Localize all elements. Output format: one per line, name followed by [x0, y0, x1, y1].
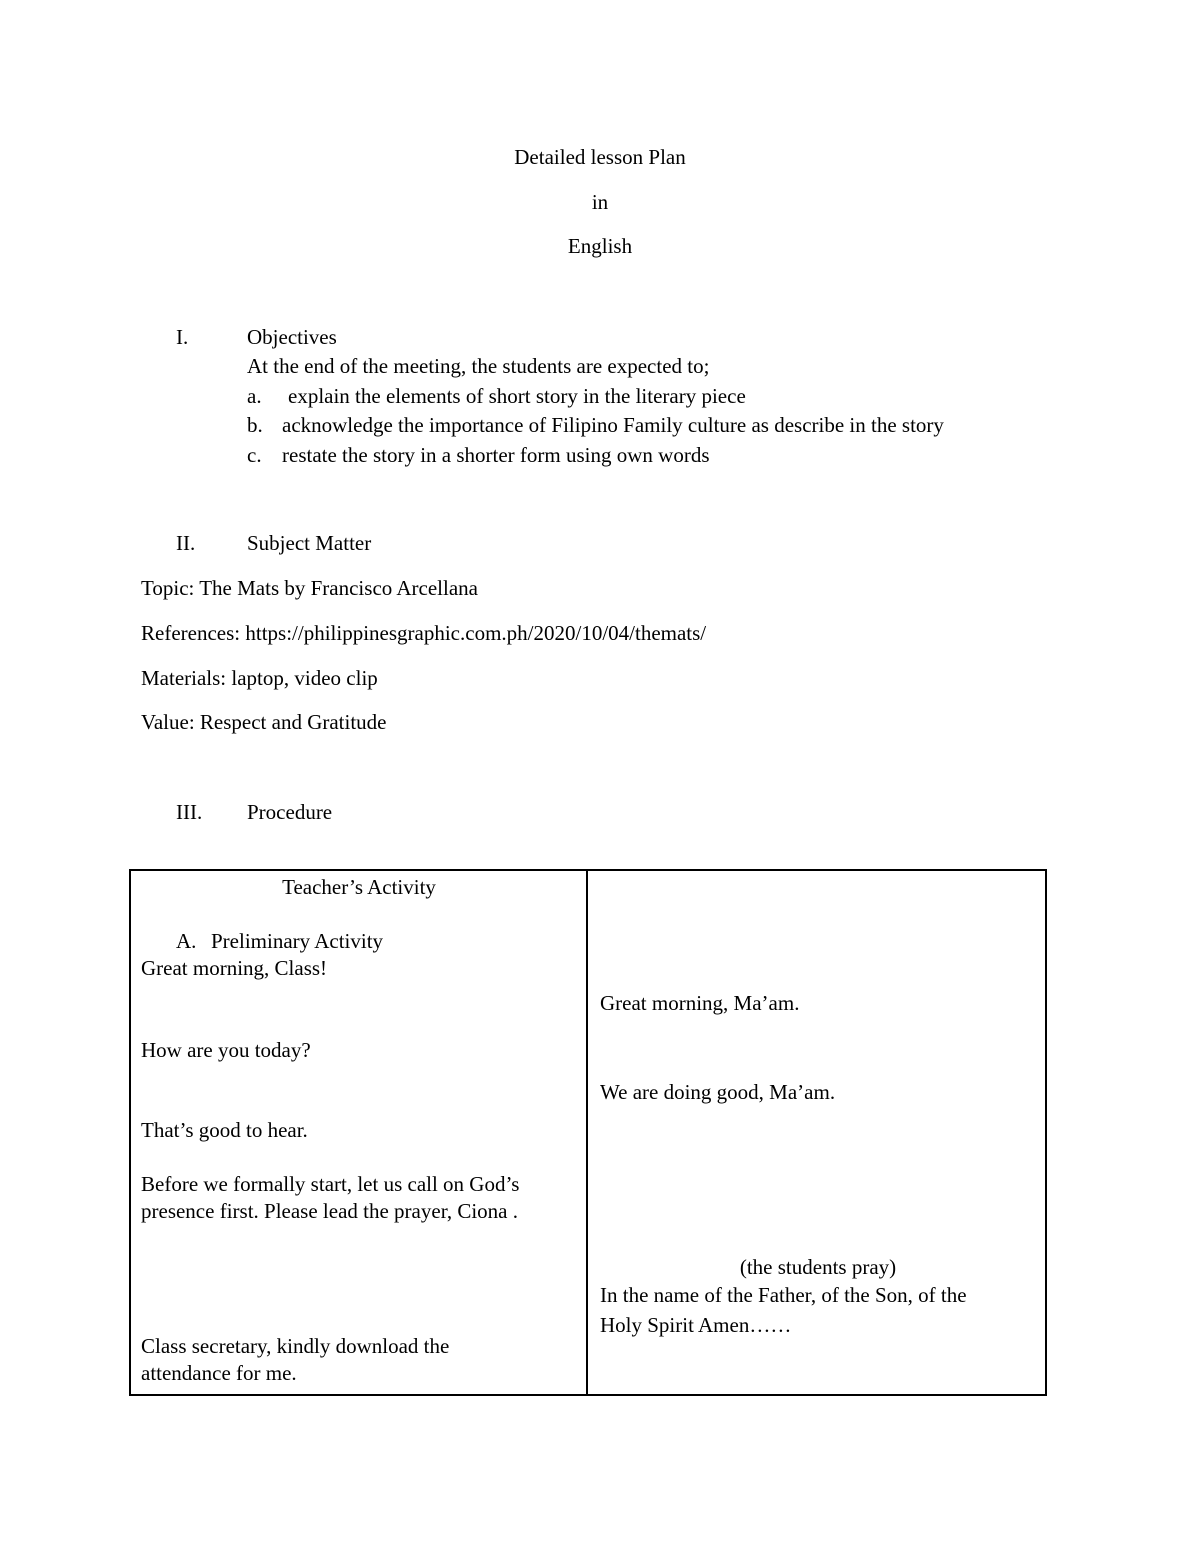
objective-item-b: acknowledge the importance of Filipino Family culture as describe in the story [282, 413, 944, 437]
objective-marker-b: b. [247, 413, 263, 437]
subject-matter-heading: Subject Matter [247, 531, 372, 555]
objectives-intro: At the end of the meeting, the students are expected to; [247, 354, 710, 378]
teacher-good-to-hear: That’s good to hear. [141, 1118, 308, 1142]
objective-item-a: explain the elements of short story in the literary piece [288, 384, 746, 408]
teacher-activity-header: Teacher’s Activity [282, 875, 436, 899]
teacher-greeting: Great morning, Class! [141, 956, 328, 980]
page-title-subject: English [567, 234, 633, 258]
student-prayer-line2: Holy Spirit Amen…… [600, 1313, 792, 1337]
student-prayer-line1: In the name of the Father, of the Son, of the [600, 1283, 967, 1307]
objectives-numeral: I. [176, 325, 189, 349]
student-doing-good: We are doing good, Ma’am. [600, 1080, 836, 1104]
objective-item-c: restate the story in a shorter form using own words [282, 443, 710, 467]
section-title: Preliminary Activity [211, 929, 384, 953]
topic-line: Topic: The Mats by Francisco Arcellana [141, 576, 478, 600]
procedure-numeral: III. [176, 800, 203, 824]
teacher-how-are-you: How are you today? [141, 1038, 311, 1062]
student-greeting-reply: Great morning, Ma’am. [600, 991, 800, 1015]
objective-marker-c: c. [247, 443, 262, 467]
subject-matter-numeral: II. [176, 531, 196, 555]
references-line: References: https://philippinesgraphic.com.ph/2020/10/04/themats/ [141, 621, 707, 645]
teacher-attendance-line1: Class secretary, kindly download the [141, 1334, 450, 1358]
objective-marker-a: a. [247, 384, 262, 408]
section-marker: A. [176, 929, 197, 953]
page-title-in: in [591, 190, 609, 214]
teacher-attendance-line2: attendance for me. [141, 1361, 297, 1385]
procedure-heading: Procedure [247, 800, 333, 824]
teacher-prayer-line2: presence first. Please lead the prayer, Ciona . [141, 1199, 519, 1223]
page-title: Detailed lesson Plan [514, 145, 686, 169]
student-pray-note: (the students pray) [739, 1255, 897, 1279]
teacher-prayer-line1: Before we formally start, let us call on God’s [141, 1172, 520, 1196]
materials-line: Materials: laptop, video clip [141, 666, 378, 690]
table-column-divider [586, 869, 588, 1396]
value-line: Value: Respect and Gratitude [141, 710, 387, 734]
objectives-heading: Objectives [247, 325, 337, 349]
